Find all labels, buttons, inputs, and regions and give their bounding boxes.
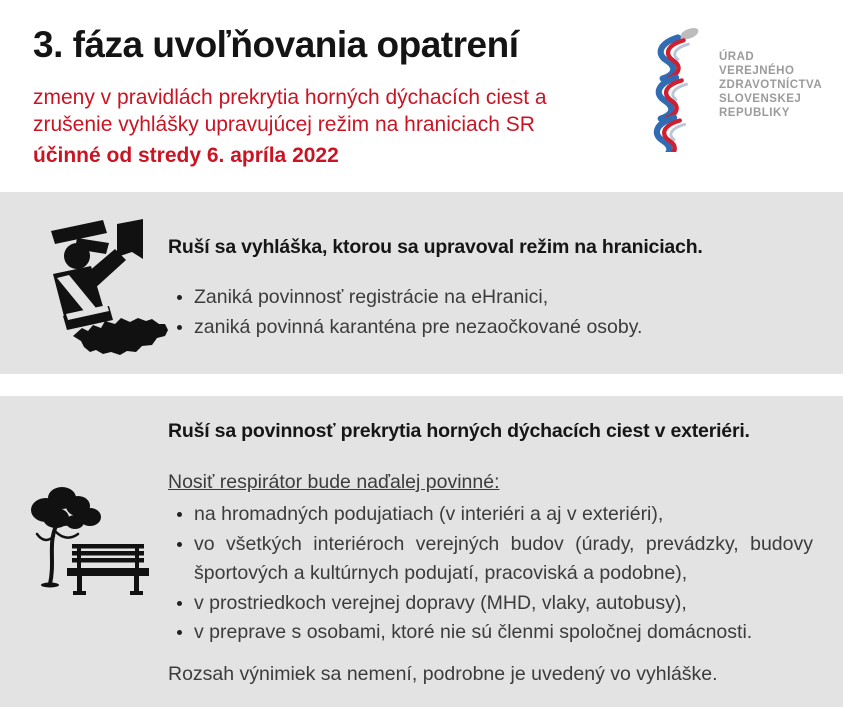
border-control-icon <box>33 216 168 356</box>
park-outdoor-icon <box>20 484 158 612</box>
list-item: • zaniká povinná karanténa pre nezaočkované osoby. <box>194 313 818 343</box>
logo-line: SLOVENSKEJ <box>719 93 802 105</box>
logo-line: REPUBLIKY <box>719 107 790 119</box>
uvz-logo-wave-icon <box>645 26 707 152</box>
list-item: • Zaniká povinnosť registrácie na eHranici, <box>194 283 818 313</box>
logo-line: VEREJNÉHO <box>719 65 795 77</box>
list-item: • v preprave s osobami, ktoré nie sú členmi spoločnej domácnosti. <box>194 618 813 648</box>
respirator-rule-intro: Nosiť respirátor bude naďalej povinné: <box>168 471 500 493</box>
page-title: 3. fáza uvoľňovania opatrení <box>33 24 519 65</box>
exceptions-note: Rozsah výnimiek sa nemení, podrobne je uvedený vo vyhláške. <box>168 662 718 685</box>
logo-line: ÚRAD <box>719 51 755 63</box>
effective-date: účinné od stredy 6. apríla 2022 <box>33 144 339 167</box>
list-item: • v prostriedkoch verejnej dopravy (MHD, vlaky, autobusy), <box>194 589 813 619</box>
section-exterior-list <box>168 500 813 648</box>
section-exterior-title: Ruší sa povinnosť prekrytia horných dýchacích ciest v exteriéri. <box>168 420 750 442</box>
section-borders <box>0 192 843 374</box>
section-exterior-content <box>168 420 813 688</box>
section-borders-content <box>168 236 818 342</box>
header <box>0 0 843 192</box>
logo-line: ZDRAVOTNÍCTVA <box>719 79 823 91</box>
section-borders-title: Ruší sa vyhláška, ktorou sa upravoval režim na hraniciach. <box>168 236 703 258</box>
section-borders-list <box>168 283 818 342</box>
uvz-logo-text <box>719 50 822 152</box>
uvz-logo <box>645 26 822 152</box>
page-subtitle: zmeny v pravidlách prekrytia horných dýchacích ciest a zrušenie vyhlášky upravujúcej režim na hraniciach SR <box>33 86 547 136</box>
section-exterior <box>0 396 843 707</box>
list-item: • na hromadných podujatiach (v interiéri a aj v exteriéri), <box>194 500 813 530</box>
subtitle-block <box>33 84 611 169</box>
list-item: • vo všetkých interiéroch verejných budov (úrady, prevádzky, budovy športových a kultúrnych podujatí, pracoviská a podobne), <box>194 530 813 589</box>
